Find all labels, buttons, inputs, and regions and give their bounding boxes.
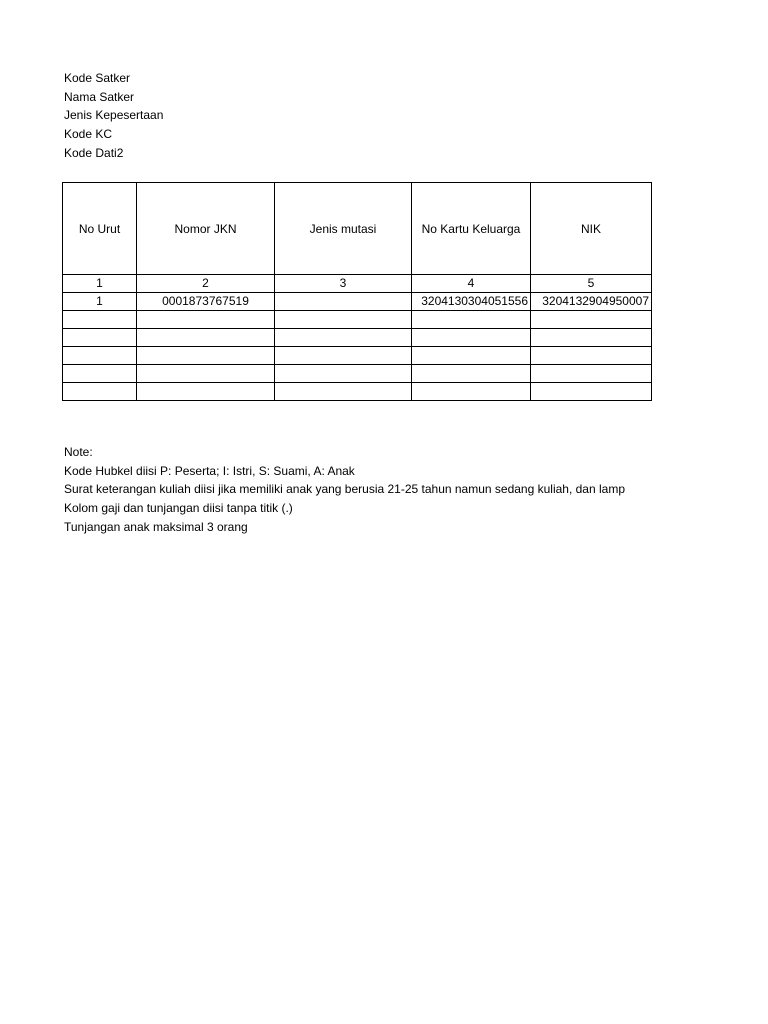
cell-nomor-jkn[interactable]: [137, 347, 275, 365]
cell-jenis-mutasi[interactable]: [275, 329, 412, 347]
column-number: 4: [412, 275, 531, 293]
column-header-no-urut: No Urut: [63, 183, 137, 275]
cell-no-kartu-keluarga[interactable]: [412, 347, 531, 365]
cell-jenis-mutasi[interactable]: [275, 293, 412, 311]
cell-nomor-jkn[interactable]: 0001873767519: [137, 293, 275, 311]
column-header-no-kartu-keluarga: No Kartu Keluarga: [412, 183, 531, 275]
cell-no-kartu-keluarga[interactable]: [412, 329, 531, 347]
header-kode-kc: Kode KC: [64, 127, 113, 142]
table-row: [63, 383, 652, 401]
header-jenis-kepesertaan: Jenis Kepesertaan: [64, 108, 164, 123]
table-row: [63, 329, 652, 347]
table-row: [63, 365, 652, 383]
column-number: 2: [137, 275, 275, 293]
cell-no-kartu-keluarga[interactable]: 3204130304051556: [412, 293, 531, 311]
column-number: 3: [275, 275, 412, 293]
note-kode-hubkel: Kode Hubkel diisi P: Peserta; I: Istri, S: Suami, A: Anak: [64, 463, 355, 478]
cell-no-kartu-keluarga[interactable]: [412, 383, 531, 401]
cell-no-urut[interactable]: [63, 329, 137, 347]
notes-section: [64, 443, 654, 536]
cell-nik[interactable]: [531, 365, 652, 383]
column-number: 1: [63, 275, 137, 293]
cell-no-urut[interactable]: [63, 347, 137, 365]
cell-nomor-jkn[interactable]: [137, 365, 275, 383]
header-kode-satker: Kode Satker: [64, 71, 131, 85]
column-header-nomor-jkn: Nomor JKN: [137, 183, 275, 275]
cell-nomor-jkn[interactable]: [137, 383, 275, 401]
note-tunjangan-anak: Tunjangan anak maksimal 3 orang: [64, 519, 248, 534]
notes-title: Note:: [64, 445, 93, 459]
cell-no-urut[interactable]: 1: [63, 293, 137, 311]
column-number: 5: [531, 275, 652, 293]
cell-no-urut[interactable]: [63, 383, 137, 401]
header-nama-satker: Nama Satker: [64, 89, 135, 104]
cell-no-kartu-keluarga[interactable]: [412, 365, 531, 383]
table-row: [63, 347, 652, 365]
cell-nik[interactable]: [531, 347, 652, 365]
header-info: [64, 69, 163, 162]
column-header-jenis-mutasi: Jenis mutasi: [275, 183, 412, 275]
table-row: [63, 293, 652, 311]
table-header-row: [63, 183, 652, 275]
cell-nomor-jkn[interactable]: [137, 329, 275, 347]
note-kolom-gaji: Kolom gaji dan tunjangan diisi tanpa titik (.): [64, 501, 293, 516]
note-surat-keterangan: Surat keterangan kuliah diisi jika memiliki anak yang berusia 21-25 tahun namun sedang kuliah, dan lamp: [64, 482, 625, 497]
data-table: [62, 182, 652, 401]
column-number-row: [63, 275, 652, 293]
cell-no-urut[interactable]: [63, 365, 137, 383]
column-header-nik: NIK: [531, 183, 652, 275]
cell-no-kartu-keluarga[interactable]: [412, 311, 531, 329]
cell-nik[interactable]: [531, 311, 652, 329]
cell-no-urut[interactable]: [63, 311, 137, 329]
cell-nik[interactable]: 3204132904950007: [531, 293, 652, 311]
cell-nomor-jkn[interactable]: [137, 311, 275, 329]
cell-jenis-mutasi[interactable]: [275, 347, 412, 365]
header-kode-dati2: Kode Dati2: [64, 145, 124, 160]
cell-nik[interactable]: [531, 329, 652, 347]
cell-nik[interactable]: [531, 383, 652, 401]
table-row: [63, 311, 652, 329]
cell-jenis-mutasi[interactable]: [275, 365, 412, 383]
cell-jenis-mutasi[interactable]: [275, 311, 412, 329]
cell-jenis-mutasi[interactable]: [275, 383, 412, 401]
